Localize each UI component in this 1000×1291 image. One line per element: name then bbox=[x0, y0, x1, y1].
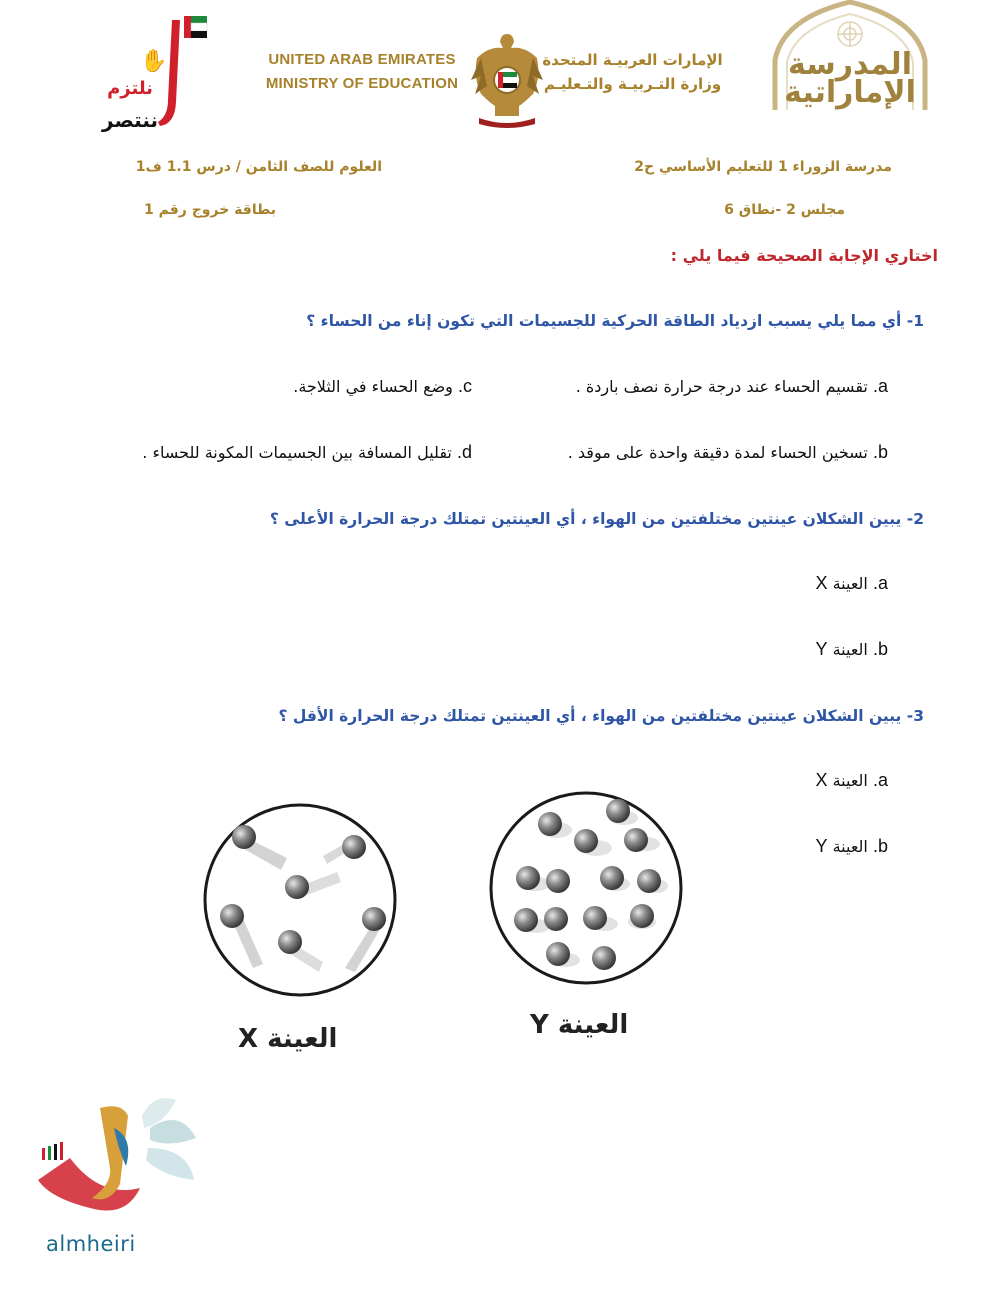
brand-name: almheiri bbox=[46, 1232, 136, 1256]
particle bbox=[574, 829, 598, 853]
q3-option-a-text: العينة bbox=[832, 771, 868, 790]
particle bbox=[546, 869, 570, 893]
sample-x-diagram bbox=[195, 800, 405, 1000]
particle bbox=[592, 946, 616, 970]
slogan-line-1: نلتزم bbox=[107, 78, 153, 99]
q1-option-b-text: تسخين الحساء لمدة دقيقة واحدة على موقد . bbox=[567, 443, 868, 462]
subject-line: العلوم للصف الثامن / درس 1.1 ف1 bbox=[135, 159, 382, 175]
particle bbox=[516, 866, 540, 890]
sample-y-diagram bbox=[486, 788, 686, 988]
instruction: اختاري الإجابة الصحيحة فيما يلي : bbox=[670, 246, 938, 265]
q2-option-b-text: العينة bbox=[832, 640, 868, 659]
particle bbox=[637, 869, 661, 893]
question-2: 2- يبين الشكلان عينتين مختلفتين من الهواء ، أي العينتين تمتلك درجة الحرارة الأعلى ؟ bbox=[269, 510, 924, 528]
q2-option-a-text: العينة bbox=[832, 574, 868, 593]
q1-option-c[interactable] bbox=[293, 376, 472, 397]
sample-y-label bbox=[530, 1010, 628, 1040]
q2-option-a[interactable] bbox=[815, 573, 888, 594]
particle bbox=[600, 866, 624, 890]
particle bbox=[342, 835, 366, 859]
q3-option-a[interactable] bbox=[815, 770, 888, 791]
q3-option-b-letter: b. bbox=[872, 836, 888, 856]
q3-option-a-letter: a. bbox=[872, 770, 888, 790]
q2-option-a-sample: X bbox=[815, 573, 828, 593]
q3-option-b-sample: Y bbox=[815, 836, 828, 856]
q3-option-b-text: العينة bbox=[832, 837, 868, 856]
q1-option-a-text: تقسيم الحساء عند درجة حرارة نصف باردة . bbox=[575, 377, 868, 396]
sample-x-letter: X bbox=[238, 1024, 259, 1054]
ministry-en-line-2: MINISTRY OF EDUCATION bbox=[265, 75, 459, 92]
q1-option-d[interactable] bbox=[142, 442, 472, 463]
q1-option-c-letter: c. bbox=[457, 376, 472, 396]
q1-option-b[interactable] bbox=[568, 442, 888, 463]
particle bbox=[624, 828, 648, 852]
q2-option-a-letter: a. bbox=[872, 573, 888, 593]
school-logo-line-2: الإماراتية bbox=[784, 75, 916, 110]
particle bbox=[538, 812, 562, 836]
slogan-line-2: ننتصر bbox=[102, 108, 158, 132]
q1-option-d-letter: d. bbox=[456, 442, 472, 462]
school-name: مدرسة الزوراء 1 للتعليم الأساسي ح2 bbox=[634, 159, 892, 175]
q1-option-a-letter: a. bbox=[872, 376, 888, 396]
q2-option-b-letter: b. bbox=[872, 639, 888, 659]
question-1: 1- أي مما يلي يسبب ازدياد الطاقة الحركية للجسيمات التي تكون إناء من الحساء ؟ bbox=[306, 312, 924, 330]
sample-y-word: العينة bbox=[557, 1010, 629, 1040]
almheiri-logo bbox=[30, 1088, 200, 1263]
particle bbox=[606, 799, 630, 823]
particle bbox=[232, 825, 256, 849]
particle bbox=[544, 907, 568, 931]
ministry-en-line-1: UNITED ARAB EMIRATES bbox=[268, 51, 456, 68]
slogan-logo bbox=[80, 12, 210, 140]
flower-logo-icon bbox=[30, 1088, 200, 1228]
ministry-name-en bbox=[262, 48, 462, 96]
particle bbox=[583, 906, 607, 930]
q1-option-d-text: تقليل المسافة بين الجسيمات المكونة للحساء . bbox=[142, 443, 452, 462]
svg-text:✋: ✋ bbox=[140, 49, 168, 74]
q1-option-c-text: وضع الحساء في الثلاجة. bbox=[293, 377, 453, 396]
particle bbox=[514, 908, 538, 932]
ministry-ar-line-1: الإمارات العربيـة المتحدة bbox=[542, 51, 723, 69]
q2-option-b[interactable] bbox=[815, 639, 888, 660]
q3-option-b[interactable] bbox=[815, 836, 888, 857]
q1-option-a[interactable] bbox=[576, 376, 888, 397]
school-logo-line-1: المدرسة bbox=[788, 47, 912, 82]
particle bbox=[630, 904, 654, 928]
council-line: مجلس 2 -نطاق 6 bbox=[724, 202, 845, 218]
particle bbox=[278, 930, 302, 954]
q3-option-a-sample: X bbox=[815, 770, 828, 790]
card-number: بطاقة خروج رقم 1 bbox=[144, 202, 276, 218]
question-3: 3- يبين الشكلان عينتين مختلفتين من الهواء ، أي العينتين تمتلك درجة الحرارة الأقل ؟ bbox=[278, 707, 924, 725]
particle bbox=[285, 875, 309, 899]
ministry-ar-line-2: وزارة التـربيـة والتـعليـم bbox=[543, 75, 722, 93]
ministry-name-ar bbox=[530, 48, 735, 96]
q2-option-b-sample: Y bbox=[815, 639, 828, 659]
q1-option-b-letter: b. bbox=[872, 442, 888, 462]
sample-y-letter: Y bbox=[530, 1010, 549, 1040]
sample-x-word: العينة bbox=[267, 1024, 338, 1054]
particle bbox=[362, 907, 386, 931]
particle bbox=[220, 904, 244, 928]
emirati-school-logo bbox=[765, 0, 935, 112]
sample-x-label bbox=[238, 1024, 337, 1054]
particle bbox=[546, 942, 570, 966]
